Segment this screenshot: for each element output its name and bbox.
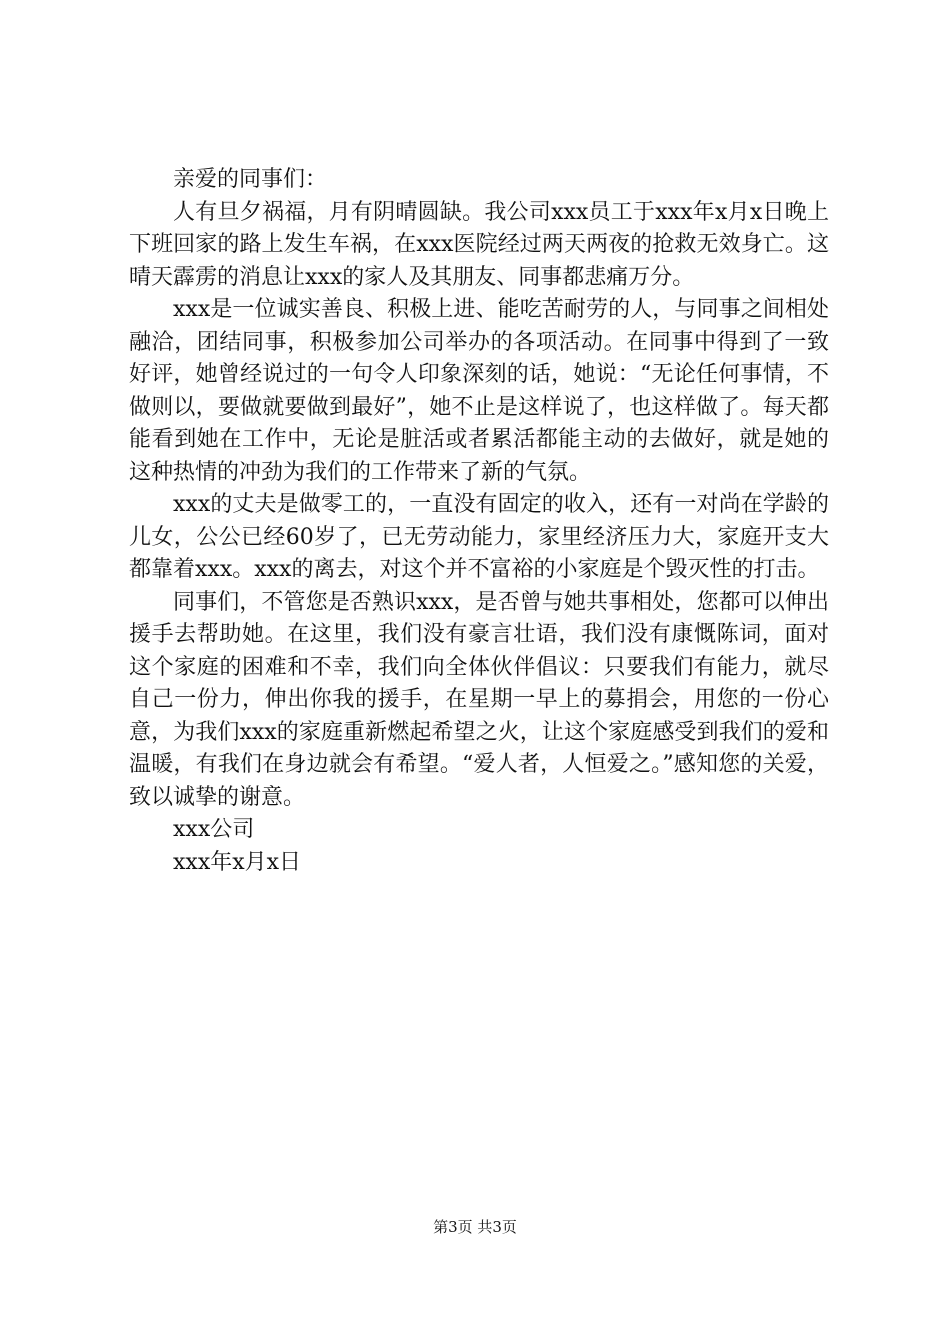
salutation: 亲爱的同事们： [173, 167, 328, 192]
letter-body [129, 164, 829, 879]
signature-company: xxx公司 [173, 817, 255, 842]
paragraph-1: 人有旦夕祸福，月有阴晴圆缺。我公司xxx员工于xxx年x月x日晚上下班回家的路上发生车祸，在xxx医院经过两天两夜的抢救无效身亡。这晴天霹雳的消息让xxx的家人及其朋友、同事都悲痛万分。 [129, 199, 829, 290]
signature-date: xxx年x月x日 [173, 849, 302, 875]
paragraph-3: xxx的丈夫是做零工的，一直没有固定的收入，还有一对尚在学龄的儿女，公公已经60岁了，已无劳动能力，家里经济压力大，家庭开支大都靠着xxx。xxx的离去，对这个并不富裕的小家庭是个毁灭性的打击。 [129, 492, 829, 582]
paragraph-4: 同事们，不管您是否熟识xxx，是否曾与她共事相处，您都可以伸出援手去帮助她。在这里，我们没有豪言壮语，我们没有康慨陈词，面对这个家庭的困难和不幸，我们向全体伙伴倡议：只要我们有能力，就尽自己一份力，伸出你我的援手，在星期一早上的募捐会，用您的一份心意，为我们xxx的家庭重新燃起希望之火，让这个家庭感受到我们的爱和温暖，有我们在身边就会有希望。“爱人者，人恒爱之。”感知您的关爱，致以诚挚的谢意。 [129, 589, 829, 810]
paragraph-2: xxx是一位诚实善良、积极上进、能吃苦耐劳的人，与同事之间相处融洽，团结同事，积极参加公司举办的各项活动。在同事中得到了一致好评，她曾经说过的一句令人印象深刻的话，她说：“无论任何事情，不做则以，要做就要做到最好”，她不止是这样说了，也这样做了。每天都能看到她在工作中，无论是脏活或者累活都能主动的去做好，就是她的这种热情的冲劲为我们的工作带来了新的气氛。 [129, 297, 829, 485]
page-number-footer: 第3页 共3页 [433, 1218, 517, 1236]
